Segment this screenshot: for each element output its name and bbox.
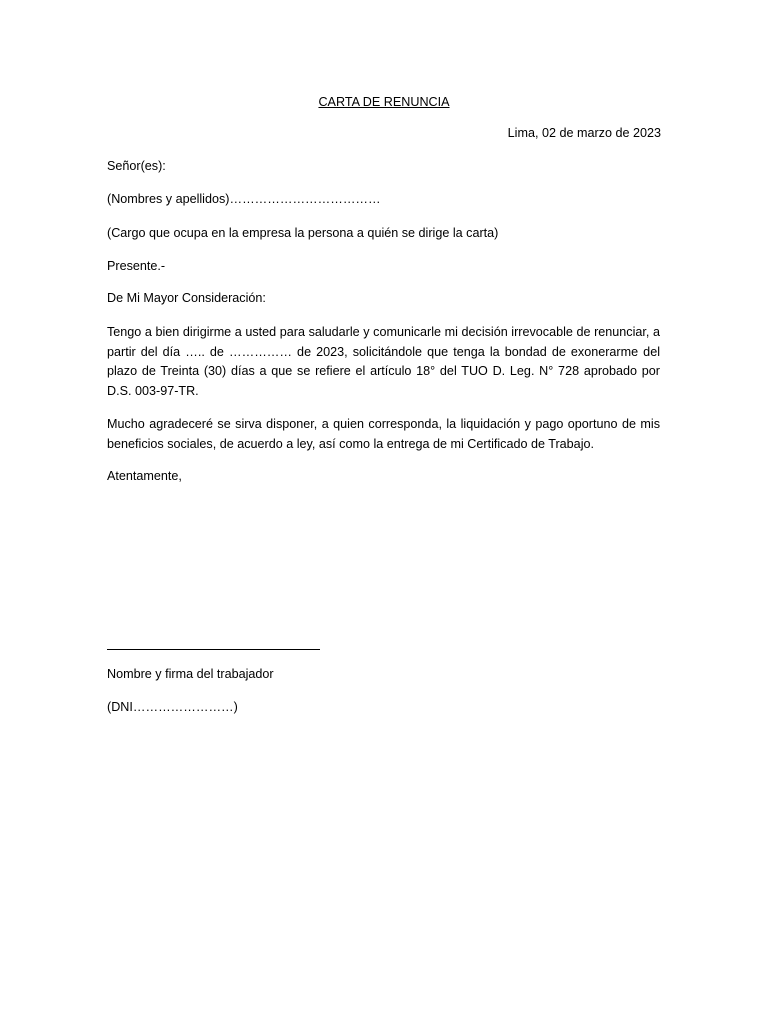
- closing: Atentamente,: [107, 469, 182, 483]
- recipient-name: (Nombres y apellidos)………………………………: [107, 192, 381, 206]
- salutation: Señor(es):: [107, 159, 166, 173]
- recipient-position: (Cargo que ocupa en la empresa la persona a quién se dirige la carta): [107, 226, 499, 240]
- presente-line: Presente.-: [107, 259, 166, 273]
- letter-date: Lima, 02 de marzo de 2023: [507, 126, 661, 140]
- body-paragraph-1: Tengo a bien dirigirme a usted para saludarle y comunicarle mi decisión irrevocable de renunciar, a partir del día ….. de …………… de 2023, solicitándole que tenga la bondad de exonerarme del plazo de Treinta (30) días a que se refiere el artículo 18° del TUO D. Leg. N° 728 aprobado por D.S. 003-97-TR.: [107, 325, 660, 398]
- signature-line: [107, 649, 320, 650]
- letter-title: CARTA DE RENUNCIA: [318, 95, 450, 109]
- signature-label: Nombre y firma del trabajador: [107, 667, 274, 681]
- body-paragraph-2: Mucho agradeceré se sirva disponer, a quien corresponda, la liquidación y pago oportuno de mis beneficios sociales, de acuerdo a ley, así como la entrega de mi Certificado de Trabajo.: [107, 417, 660, 451]
- greeting: De Mi Mayor Consideración:: [107, 291, 266, 305]
- dni-line: (DNI……………………): [107, 700, 238, 714]
